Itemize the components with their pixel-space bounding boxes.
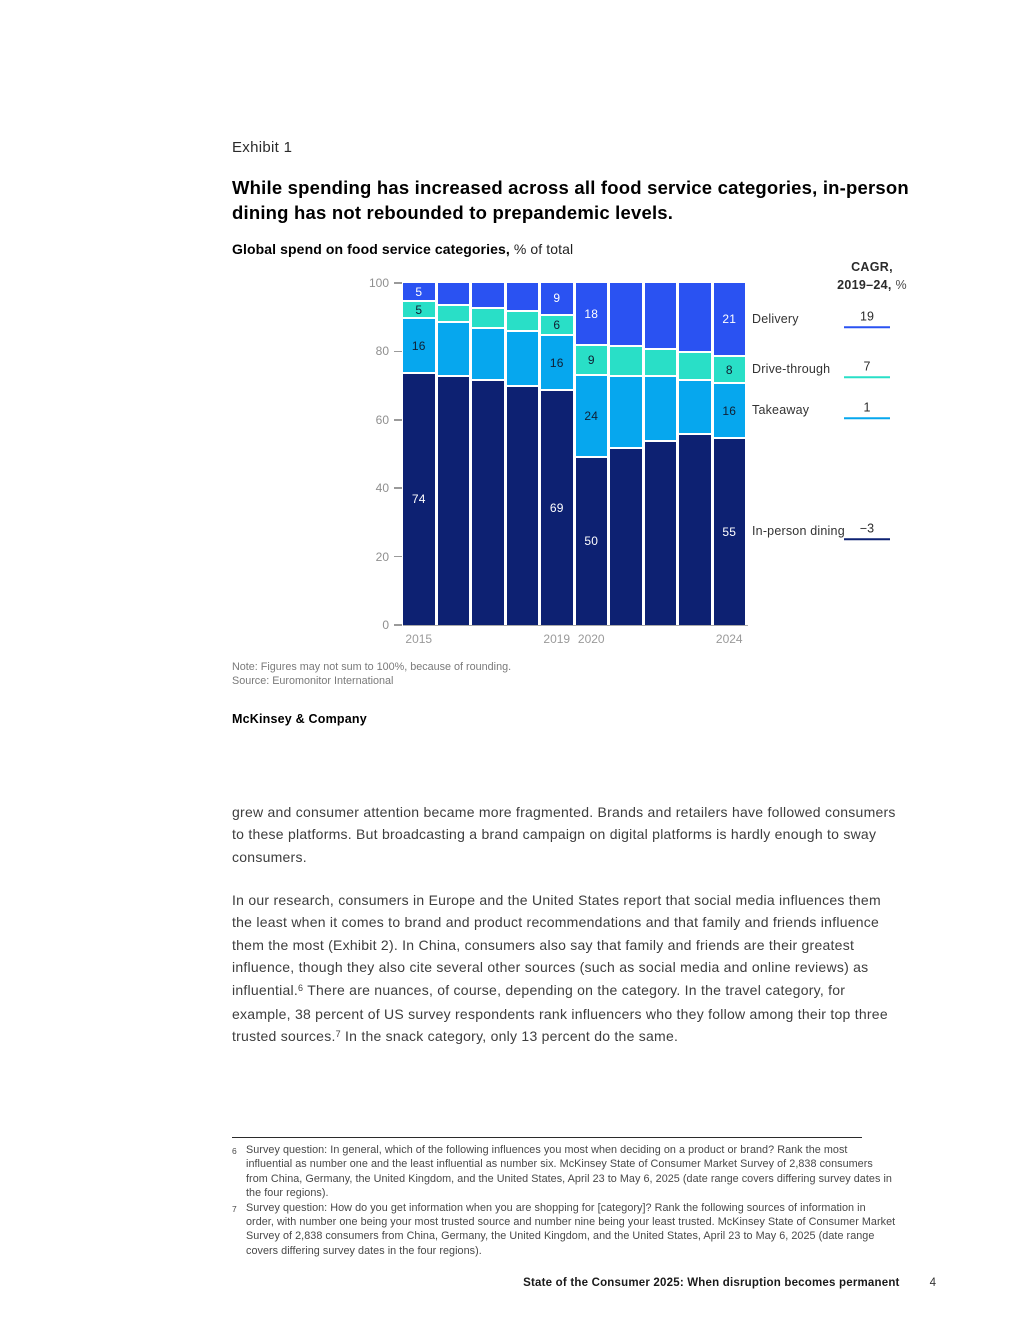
y-tick-100: 100 [322, 276, 402, 290]
segment-delivery-2023 [679, 283, 711, 351]
chart-source: Source: Euromonitor International [232, 674, 394, 687]
segment-value-label: 50 [584, 534, 599, 549]
legend-in-person-dining: In-person dining [752, 523, 845, 538]
legend-takeaway: Takeaway [752, 402, 810, 417]
bar-2024 [714, 283, 746, 625]
segment-takeaway-2016 [438, 321, 470, 376]
x-label-2015: 2015 [405, 632, 433, 646]
footnotes-block [232, 1137, 896, 1258]
footer-page-number: 4 [929, 1277, 936, 1289]
exhibit-title: While spending has increased across all food service categories, in-person dining has not rebounded to prepandemic levels. [232, 177, 909, 223]
segment-value-label: 5 [415, 284, 423, 299]
segment-in-person-dining-2019 [541, 389, 573, 625]
segment-value-label: 9 [553, 291, 561, 306]
segment-takeaway-2022 [645, 375, 677, 440]
cagr-underline [844, 326, 890, 329]
y-tick-mark [394, 282, 402, 284]
segment-value-label: 55 [722, 524, 737, 539]
y-tick-60: 60 [322, 413, 402, 427]
segment-takeaway-2024 [714, 382, 746, 437]
cagr-number: −3 [859, 521, 875, 536]
bar-2017 [472, 283, 504, 625]
segment-takeaway-2015 [403, 317, 435, 372]
footnote-7-text: Survey question: How do you get information when you are shopping for [category]? Rank the following sources of information in order, with number one being your most trusted source and number nine being your least trusted. McKinsey State of Consumer Market Survey of 2,838 consumers from China, Germany, the United Kingdom, and the United States, April 23 to May 6, 2025 (date range covers differing survey dates in the four regions). [246, 1201, 896, 1257]
cagr-header-line1: CAGR, [851, 260, 893, 274]
cagr-number: 7 [863, 358, 871, 373]
chart-subtitle-unit: % of total [513, 241, 574, 257]
segment-delivery-2022 [645, 283, 677, 348]
segment-in-person-dining-2015 [403, 372, 435, 625]
footnote-divider [232, 1137, 862, 1138]
segment-value-label: 9 [587, 353, 595, 368]
footnote-ref-6: 6 [298, 982, 304, 993]
segment-drive-through-2015 [403, 300, 435, 317]
segment-drive-through-2018 [507, 310, 539, 330]
segment-takeaway-2023 [679, 379, 711, 434]
legend-drive-through: Drive-through [752, 361, 831, 376]
bar-2023 [679, 283, 711, 625]
segment-drive-through-2016 [438, 304, 470, 321]
footnote-6-marker: 6 [232, 1146, 237, 1156]
bar-2015 [403, 283, 435, 625]
y-tick-mark [394, 487, 402, 489]
stacked-bar-chart [232, 256, 1020, 654]
chart-subtitle [232, 241, 573, 257]
segment-in-person-dining-2017 [472, 379, 504, 625]
segment-delivery-2021 [610, 283, 642, 345]
y-tick-40: 40 [322, 481, 402, 495]
bar-2018 [507, 283, 539, 625]
footnote-7 [232, 1201, 896, 1259]
legend-delivery: Delivery [752, 311, 799, 326]
segment-drive-through-2023 [679, 351, 711, 378]
segment-value-label: 5 [415, 302, 423, 317]
body-paragraph-1: grew and consumer attention became more fragmented. Brands and retailers have followed consumers to these platforms. But broadcasting a brand campaign on digital platforms is hardly enough to sway consumers. [232, 804, 896, 865]
cagr-value-drive-through [834, 359, 900, 379]
body-paragraph-2 [232, 889, 898, 1050]
segment-in-person-dining-2022 [645, 440, 677, 625]
segment-in-person-dining-2023 [679, 433, 711, 625]
bar-2021 [610, 283, 642, 625]
segment-in-person-dining-2021 [610, 447, 642, 625]
segment-value-label: 8 [725, 362, 733, 377]
cagr-header-line2: 2019–24, % [837, 277, 907, 292]
exhibit-label: Exhibit 1 [232, 139, 293, 156]
paragraph-text: In our research, consumers in Europe and the United States report that social media influences them the least when it comes to brand and product recommendations and that family and friends influence them the most (Exhibit 2). In China, consumers also say that family and friends are their greatest influence, though they also cite several other sources (such as social media and online reviews) as influential. [232, 892, 881, 998]
segment-value-label: 24 [584, 409, 599, 424]
chart-note-source [232, 661, 511, 688]
bar-2019 [541, 283, 573, 625]
bar-2022 [645, 283, 677, 625]
cagr-column-header [804, 259, 940, 294]
segment-takeaway-2020 [576, 374, 608, 455]
cagr-value-in-person-dining [834, 521, 900, 541]
footer-report-title: State of the Consumer 2025: When disruption becomes permanent [523, 1277, 900, 1289]
segment-value-label: 21 [722, 311, 737, 326]
segment-in-person-dining-2024 [714, 437, 746, 625]
cagr-number: 19 [860, 309, 874, 324]
footnote-6 [232, 1143, 896, 1201]
mckinsey-brand: McKinsey & Company [232, 712, 367, 726]
segment-in-person-dining-2016 [438, 375, 470, 625]
y-tick-mark [394, 419, 402, 421]
segment-value-label: 16 [549, 355, 564, 370]
cagr-underline [844, 376, 890, 379]
segment-in-person-dining-2020 [576, 456, 608, 625]
segment-value-label: 6 [553, 318, 561, 333]
segment-value-label: 16 [411, 338, 426, 353]
segment-takeaway-2021 [610, 375, 642, 447]
y-tick-mark [394, 624, 402, 626]
segment-takeaway-2018 [507, 330, 539, 384]
y-tick-mark [394, 351, 402, 353]
footnote-6-text: Survey question: In general, which of the following influences you most when deciding on a product or brand? Rank the most influential as number one and the least influential as number six. McKinsey State of Consumer Market Survey of 2,838 consumers from China, Germany, the United Kingdom, and the United States, April 23 to May 6, 2025 (date range covers differing survey dates in the four regions). [246, 1144, 892, 1200]
x-label-2024: 2024 [715, 632, 743, 646]
cagr-underline [844, 417, 890, 420]
bar-2020 [576, 283, 608, 625]
chart-subtitle-main: Global spend on food service categories, [232, 241, 510, 257]
segment-value-label: 69 [549, 501, 564, 516]
segment-in-person-dining-2018 [507, 385, 539, 625]
x-label-2019: 2019 [543, 632, 571, 646]
cagr-value-takeaway [834, 400, 900, 420]
chart-note: Note: Figures may not sum to 100%, because of rounding. [232, 661, 512, 673]
x-label-2020: 2020 [577, 632, 605, 646]
segment-value-label: 18 [584, 306, 599, 321]
plot-area [403, 283, 745, 625]
segment-value-label: 74 [411, 492, 426, 507]
paragraph-text: In the snack category, only 13 percent do the same. [340, 1028, 679, 1045]
segment-delivery-2016 [438, 283, 470, 304]
segment-takeaway-2019 [541, 334, 573, 389]
bar-2016 [438, 283, 470, 625]
segment-drive-through-2020 [576, 344, 608, 374]
cagr-value-delivery [834, 309, 900, 329]
segment-delivery-2019 [541, 283, 573, 314]
segment-delivery-2024 [714, 283, 746, 355]
y-tick-0: 0 [322, 618, 402, 632]
segment-delivery-2017 [472, 283, 504, 307]
segment-drive-through-2019 [541, 314, 573, 335]
segment-value-label: 16 [722, 403, 737, 418]
cagr-underline [844, 538, 890, 541]
footnote-ref-7: 7 [335, 1029, 341, 1040]
segment-drive-through-2017 [472, 307, 504, 328]
y-tick-mark [394, 556, 402, 558]
segment-delivery-2020 [576, 283, 608, 344]
page-footer [0, 1277, 1020, 1289]
y-tick-20: 20 [322, 550, 402, 564]
segment-drive-through-2024 [714, 355, 746, 382]
footnote-7-marker: 7 [232, 1203, 237, 1214]
segment-delivery-2018 [507, 283, 539, 310]
segment-delivery-2015 [403, 283, 435, 300]
segment-drive-through-2022 [645, 348, 677, 375]
segment-drive-through-2021 [610, 345, 642, 376]
segment-takeaway-2017 [472, 327, 504, 378]
paragraph-text: There are nuances, of course, depending on the category. In the travel category, for example, 38 percent of US survey respondents rank influencers who they follow among their top three trusted sources. [232, 981, 888, 1045]
cagr-number: 1 [863, 399, 871, 414]
y-tick-80: 80 [322, 344, 402, 358]
